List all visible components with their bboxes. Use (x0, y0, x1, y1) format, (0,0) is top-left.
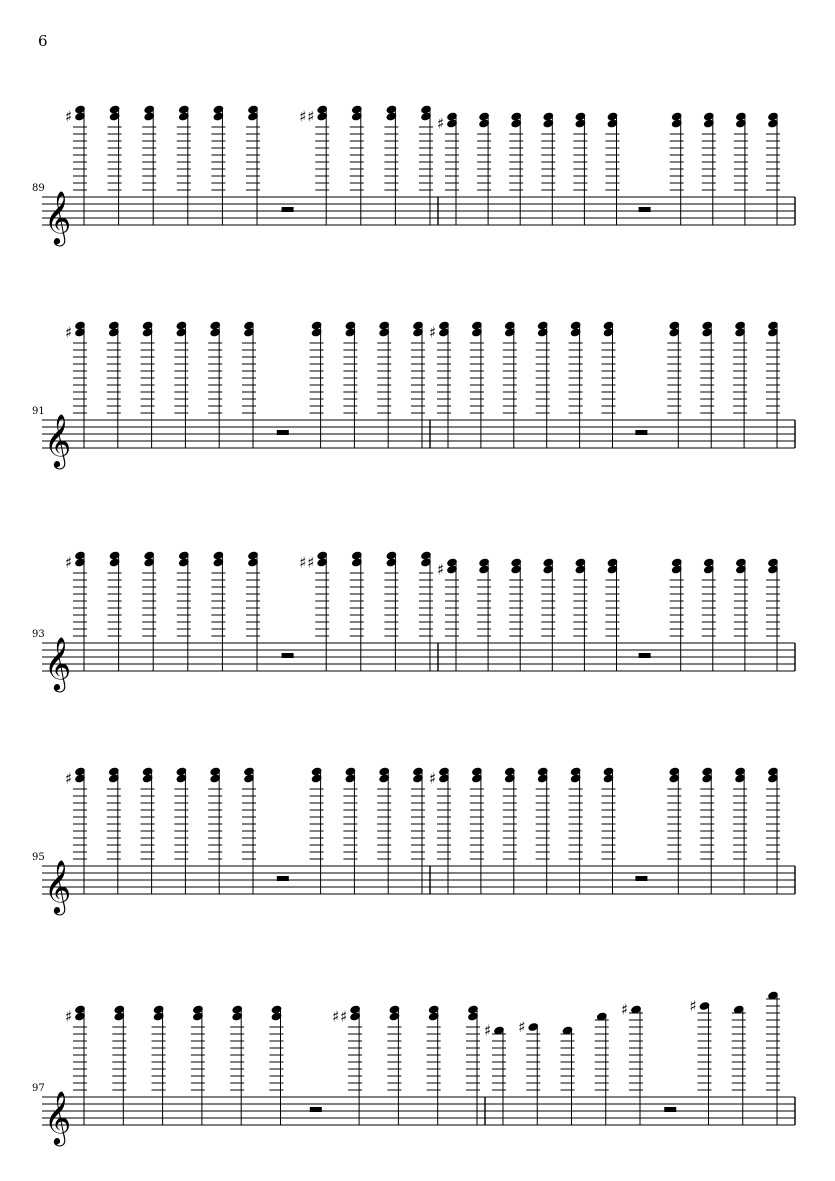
sharp-icon: ♯ (437, 560, 445, 579)
treble-clef-icon: 𝄞 (44, 413, 72, 467)
sharp-icon: ♯ (65, 107, 73, 126)
treble-clef-icon: 𝄞 (44, 190, 72, 244)
page-number: 6 (38, 32, 48, 50)
sharp-icon: ♯ (689, 997, 697, 1015)
half-rest (282, 207, 294, 212)
sharp-icon: ♯ (299, 107, 307, 126)
half-rest (635, 430, 647, 435)
sharp-icon: ♯ (437, 114, 445, 133)
sharp-icon: ♯ (429, 769, 437, 788)
half-rest (277, 876, 289, 881)
sharp-icon: ♯ (307, 553, 315, 572)
measure-number: 91 (32, 406, 45, 417)
sharp-icon: ♯ (332, 1007, 340, 1026)
sharp-icon: ♯ (65, 769, 73, 788)
treble-clef-icon: 𝄞 (44, 859, 72, 913)
sharp-icon: ♯ (340, 1007, 348, 1026)
sharp-icon: ♯ (65, 1007, 73, 1026)
sharp-icon: ♯ (65, 553, 73, 572)
sharp-icon: ♯ (484, 1021, 492, 1040)
sharp-icon: ♯ (307, 107, 315, 126)
measure-number: 89 (32, 183, 45, 194)
sharp-icon: ♯ (429, 323, 437, 342)
half-rest (635, 876, 647, 881)
half-rest (639, 207, 651, 212)
half-rest (310, 1107, 322, 1112)
measure-number: 95 (32, 852, 45, 863)
treble-clef-icon: 𝄞 (44, 636, 72, 690)
sharp-icon: ♯ (65, 323, 73, 342)
measure-number: 97 (32, 1083, 45, 1094)
sharp-icon: ♯ (621, 1000, 629, 1019)
half-rest (282, 653, 294, 658)
treble-clef-icon: 𝄞 (44, 1090, 72, 1144)
measure-number: 93 (32, 629, 45, 640)
half-rest (664, 1107, 676, 1112)
half-rest (277, 430, 289, 435)
half-rest (639, 653, 651, 658)
sharp-icon: ♯ (518, 1018, 526, 1036)
sharp-icon: ♯ (299, 553, 307, 572)
